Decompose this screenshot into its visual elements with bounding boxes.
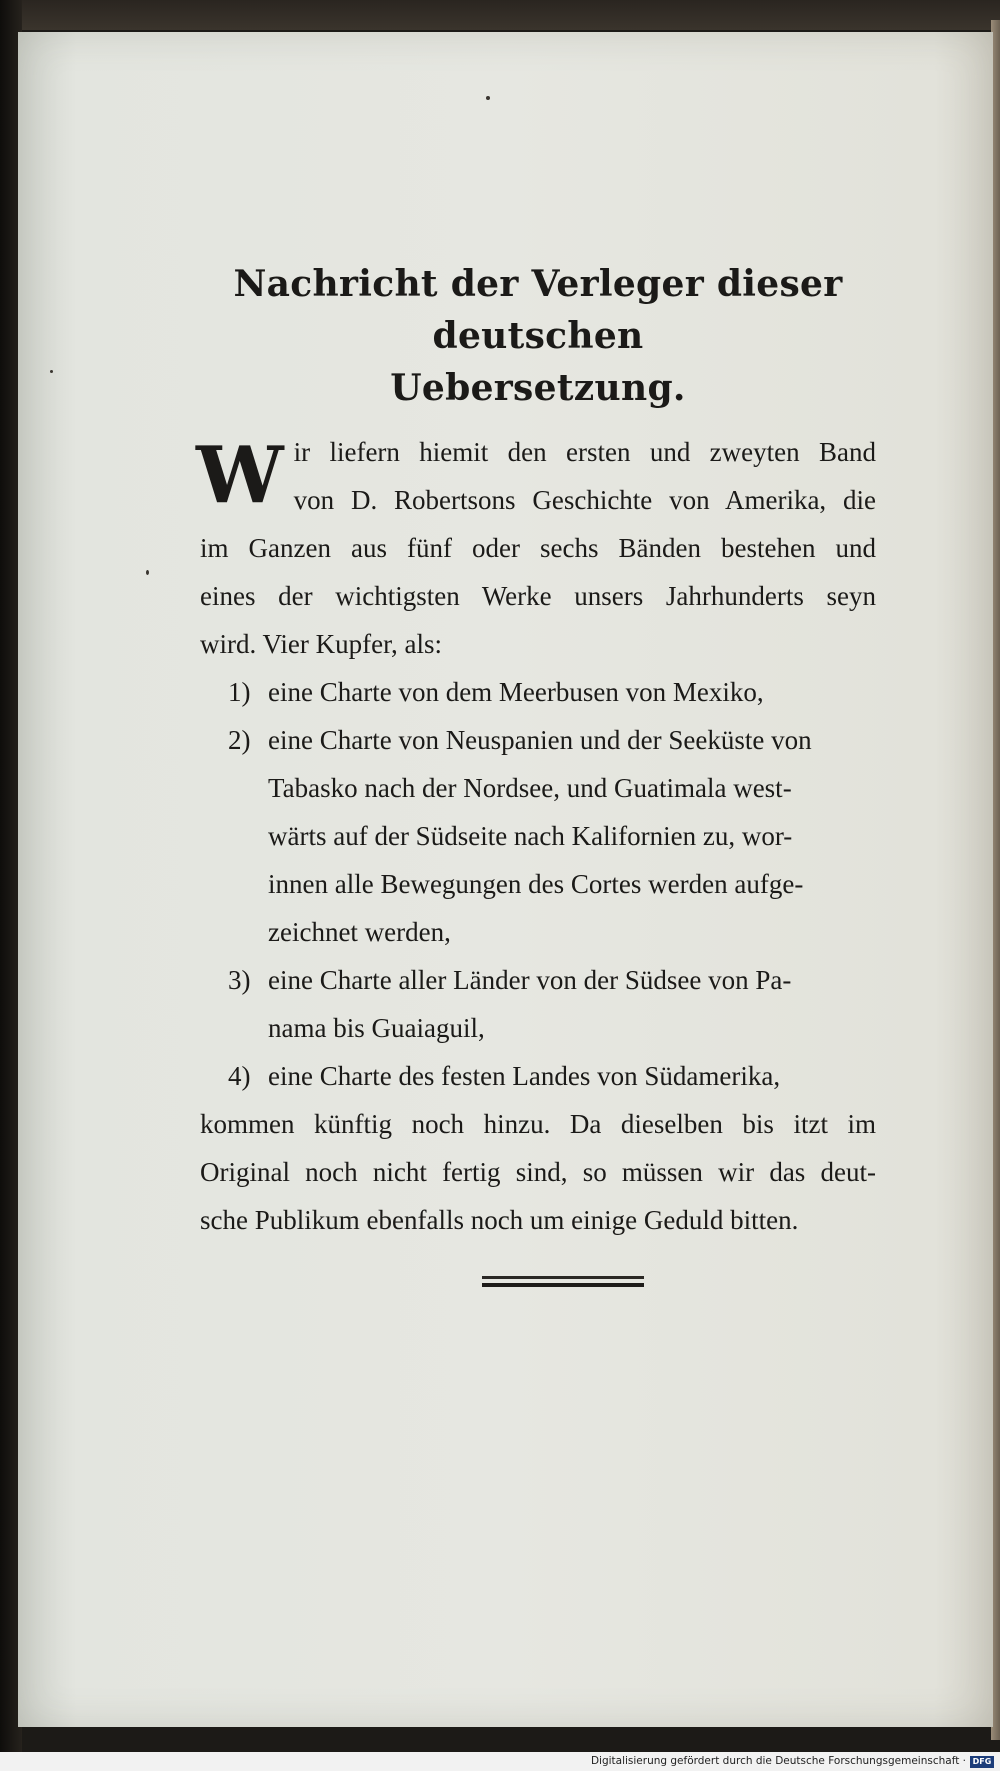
- digitization-footer: [0, 1752, 1000, 1771]
- list-item: [200, 716, 876, 956]
- text-line: eine Charte von Neuspanien und der Seeküste von: [268, 725, 812, 755]
- text-line: wird. Vier Kupfer, als:: [200, 629, 442, 659]
- separator-rule: [482, 1276, 644, 1279]
- list-number: 3): [228, 965, 251, 995]
- paper-speck: [50, 370, 53, 373]
- list-number: 4): [228, 1061, 251, 1091]
- page-title: [200, 258, 876, 414]
- drop-cap: W: [196, 430, 284, 521]
- book-top-edge: [0, 0, 1000, 30]
- text-line: wärts auf der Südseite nach Kalifornien zu, wor-: [268, 821, 793, 851]
- page-text: [196, 258, 876, 1244]
- text-line: zeichnet werden,: [268, 917, 451, 947]
- separator-rule: [482, 1283, 644, 1287]
- text-line: Original noch nicht fertig sind, so müssen wir das deut-: [200, 1157, 876, 1187]
- list-item: [200, 1052, 876, 1100]
- text-line: kommen künftig noch hinzu. Da dieselben bis itzt im: [200, 1109, 876, 1139]
- title-line: Uebersetzung.: [390, 367, 686, 409]
- footer-credit: Digitalisierung gefördert durch die Deutsche Forschungsgemeinschaft ·: [590, 1755, 966, 1767]
- paper-speck: [486, 96, 490, 100]
- list-item: [200, 956, 876, 1052]
- text-line: innen alle Bewegungen des Cortes werden aufge-: [268, 869, 804, 899]
- text-line: ir liefern hiemit den ersten und zweyten Band: [293, 437, 876, 467]
- intro-paragraph: [196, 428, 876, 668]
- text-line: sche Publikum ebenfalls noch um einige Geduld bitten.: [200, 1205, 799, 1235]
- text-line: nama bis Guaiaguil,: [268, 1013, 485, 1043]
- list-item: [200, 668, 876, 716]
- paper-speck: [146, 570, 149, 575]
- closing-paragraph: [200, 1100, 876, 1244]
- text-line: im Ganzen aus fünf oder sechs Bänden bestehen und: [200, 533, 876, 563]
- text-line: eine Charte des festen Landes von Südamerika,: [268, 1061, 781, 1091]
- text-line: eine Charte von dem Meerbusen von Mexiko,: [268, 677, 764, 707]
- list-number: 2): [228, 725, 251, 755]
- title-line: Nachricht der Verleger dieser deutschen: [233, 263, 843, 357]
- notice-body: [196, 428, 876, 1244]
- text-line: eine Charte aller Länder von der Südsee von Pa-: [268, 965, 792, 995]
- text-line: von D. Robertsons Geschichte von Amerika, die: [293, 485, 876, 515]
- dfg-logo-icon: DFG: [970, 1756, 994, 1768]
- list-number: 1): [228, 677, 251, 707]
- text-line: eines der wichtigsten Werke unsers Jahrhunderts seyn: [200, 581, 876, 611]
- text-line: Tabasko nach der Nordsee, und Guatimala west-: [268, 773, 792, 803]
